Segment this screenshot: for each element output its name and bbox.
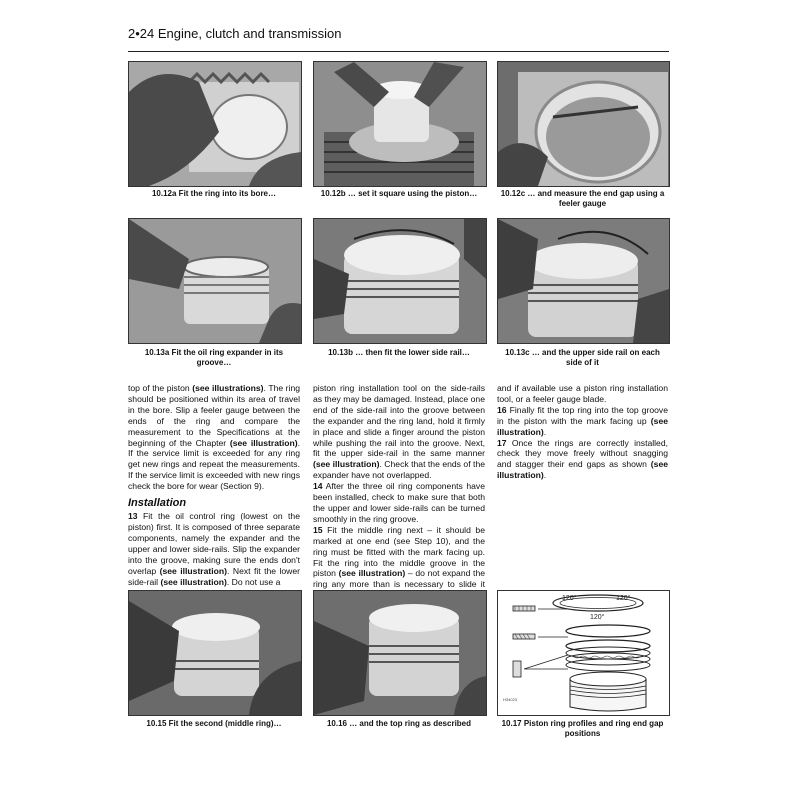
header-divider: [128, 51, 669, 52]
ref-illustration: (see illustration): [338, 568, 406, 579]
step-number: 15: [313, 524, 323, 535]
text-run: Fit the middle ring next – it should be marked at one end (see Step 10), and the ring must be fitted with the mark facing up. Fit the ring into the middle groove in the piston: [313, 524, 485, 579]
para-continued-3: [497, 383, 668, 405]
para-continued-1: [128, 383, 300, 492]
ref-illustration: (see illustration): [313, 459, 380, 470]
step-number: 16: [497, 404, 507, 415]
page-number: 2•24: [128, 26, 155, 41]
step-16: [497, 405, 668, 438]
caption-10-12b: 10.12b … set it square using the piston…: [320, 189, 478, 198]
text-run: Fit the oil control ring (lowest on the piston) first. It is composed of three separate components, namely the expander and the upper and lower side-rails. Slip the expander into the groove, making sure the ends don't overlap: [128, 511, 300, 576]
caption-10-13c: 10.13c … and the upper side rail on each side of it: [505, 348, 660, 367]
ref-illustration: (see illustration): [229, 437, 298, 448]
photo-10-13a: [128, 218, 302, 344]
text-run: and if available use a piston ring installation tool, or a feeler gauge blade.: [497, 383, 668, 404]
step-number: 17: [497, 437, 507, 448]
ref-illustration: (see illustration): [160, 576, 227, 587]
photo-10-13c: [497, 218, 670, 344]
caption-10-13b: 10.13b … then fit the lower side rail…: [328, 348, 470, 357]
caption-10-15: 10.15 Fit the second (middle ring)…: [146, 719, 282, 728]
para-continued-2: [313, 383, 485, 481]
chapter-title: Engine, clutch and transmission: [157, 26, 342, 41]
ref-illustration: (see illustration): [159, 565, 228, 576]
ring-gap-diagram: [498, 591, 669, 715]
photo-10-12c: [497, 61, 670, 187]
ref-illustration: (see illustration): [497, 415, 668, 437]
text-run: After the three oil ring components have been installed, check to make sure that both the upper and lower side-rails can be turned smoothly in the ring groove.: [313, 481, 485, 524]
step-17: [497, 438, 668, 482]
diagram-code: H34023: [503, 697, 518, 702]
text-run: top of the piston: [128, 383, 193, 393]
caption-10-12c: 10.12c … and measure the end gap using a feeler gauge: [500, 189, 665, 208]
text-run: . Next fit the lower side-rail: [128, 565, 300, 587]
ref-illustration: (see illustration): [497, 459, 668, 481]
angle-label-1: 120°: [562, 595, 577, 602]
angle-label-3: 120°: [590, 614, 605, 621]
text-run: .: [543, 470, 547, 481]
text-run: – do not expand the ring any more than is necessary to slide it: [313, 568, 486, 590]
photo-10-15: [128, 590, 302, 716]
caption-10-12a: 10.12a Fit the ring into its bore…: [151, 189, 277, 198]
text-run: . Check that the ends of the expander have not overlapped.: [313, 459, 485, 481]
section-heading-installation: Installation: [128, 497, 187, 510]
text-column-3: [497, 383, 668, 481]
caption-10-17: 10.17 Piston ring profiles and ring end gap positions: [501, 719, 664, 738]
caption-10-16: 10.16 … and the top ring as described: [326, 719, 472, 728]
text-run: . If the service limit is exceeded for any ring get new rings and repeat the measurements. If the service limit is exceeded with new rings check the bore for wear (Section 9).: [128, 437, 300, 492]
photo-10-13b: [313, 218, 487, 344]
photo-10-16: [313, 590, 487, 716]
oil-ring-profile-icon: [513, 661, 521, 677]
text-run: Finally fit the top ring into the top groove in the piston with the mark facing up: [497, 404, 668, 426]
text-run: piston ring installation tool on the side-rails as they may be damaged. Instead, place one end of the side-rail into the groove between the expander and the ring land, hold it firmly in place and slide a finger around the piston while pushing the rail into the groove. Next, fit the upper side-rail in the same manner: [313, 383, 485, 459]
step-number: 14: [313, 481, 323, 492]
caption-10-13a: 10.13a Fit the oil ring expander in its groove…: [144, 348, 284, 367]
page-header: [128, 26, 669, 42]
angle-label-2: 120°: [616, 595, 631, 602]
diagram-10-17: [497, 590, 670, 716]
text-run: .: [543, 426, 547, 437]
photo-10-12b: [313, 61, 487, 187]
step-number: 13: [128, 511, 138, 522]
step-13: [128, 511, 300, 587]
text-column-1: [128, 383, 300, 587]
photo-10-12a: [128, 61, 302, 187]
text-run: . The ring should be positioned within its area of travel in the bore. Slip a feeler gauge between the ends of the ring and compare the measurement to the Specifications at the beginning of the Chapter: [128, 383, 301, 448]
ref-illustrations: (see illustrations): [192, 383, 264, 393]
text-column-2: [313, 383, 485, 601]
text-run: Once the rings are correctly installed, check they move freely without snagging and stagger their end gaps as shown: [497, 437, 668, 470]
text-run: . Do not use a: [226, 576, 281, 587]
top-ring-profile-icon: [513, 606, 535, 611]
step-14: [313, 481, 485, 525]
